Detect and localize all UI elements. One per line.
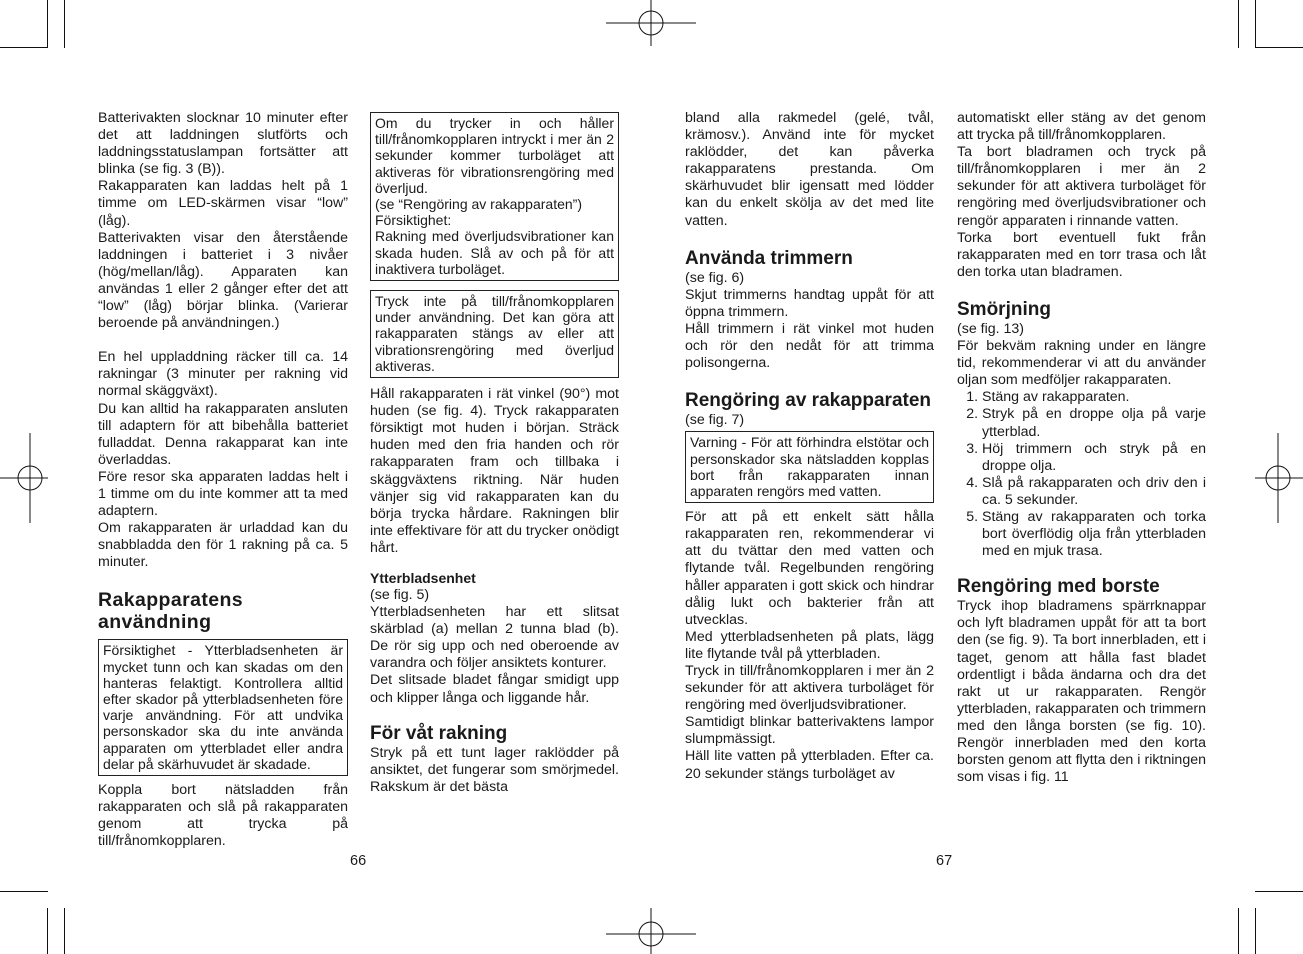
paragraph: Ta bort bladramen och tryck på till/frånomkopplaren i mer än 2 sekunder för att aktivera turboläget för rengöring med överljudsvibrationer och rengör apparaten i rinnande vatten. — [957, 144, 1206, 229]
crop-mark — [64, 908, 65, 954]
list-item: 5. Stäng av rakapparaten och torka bort överflödig olja från ytterbladen med en mjuk trasa. — [982, 509, 1206, 560]
crop-mark — [47, 0, 48, 48]
paragraph: Samtidigt blinkar batterivaktens lampor slumpmässigt. — [685, 714, 934, 748]
paragraph: Batterivakten visar den återstående laddningen i batteriet i 3 nivåer (hög/mellan/låg). Apparaten kan användas 1 eller 2 gånger efter det att “low” (låg) börjar blinka. (Varierar beroende på användningen.) — [98, 229, 348, 332]
paragraph: Tryck in till/frånomkopplaren i mer än 2 sekunder för att aktivera turboläget för rengöring med överljudsvibrationer. — [685, 662, 934, 714]
paragraph: Håll trimmern i rät vinkel mot huden och rör den nedåt för att trimma polisongerna. — [685, 320, 934, 372]
list-item: 3. Höj trimmern och stryk på en droppe olja. — [982, 441, 1206, 475]
paragraph: Med ytterbladsenheten på plats, lägg lite flytande tvål på ytterbladen. — [685, 628, 934, 662]
crop-mark — [1255, 908, 1256, 954]
paragraph: Skjut trimmerns handtag uppåt för att öppna trimmern. — [685, 286, 934, 320]
list-item: 1. Stäng av rakapparaten. — [982, 389, 1206, 406]
subheading: Ytterbladsenhet — [370, 569, 476, 586]
section-heading: Rengöring med borste — [957, 576, 1160, 598]
list-item: 2. Stryk på en droppe olja på varje ytterblad. — [982, 406, 1206, 440]
box-text: Om du trycker in och håller till/frånomkopplaren intryckt i mer än 2 sekunder kommer turboläget att aktiveras för vibrationsrengöring med överljud. — [375, 115, 614, 196]
paragraph: Det slitsade bladet fångar smidigt upp och klipper långa och liggande hår. — [370, 672, 619, 706]
caution-box: Försiktighet - Ytterbladsenheten är mycket tunn och kan skadas om den hanteras felaktigt. Kontrollera alltid efter skador på ytterbladsenheten före varje användning. För att undvika personskador ska du inte använda apparaten om ytterbladet eller andra delar på skärhuvudet är skadade. — [98, 639, 348, 776]
registration-mark-icon — [606, 0, 696, 48]
numbered-list — [957, 389, 1206, 560]
info-box — [370, 112, 619, 281]
paragraph: Du kan alltid ha rakapparaten ansluten till adaptern för att bibehålla batteriet fulladdat. Denna rakapparat kan inte överladdas. — [98, 400, 348, 468]
column-4 — [957, 110, 1206, 786]
paragraph: Tryck ihop bladramens spärrknappar och lyft bladramen uppåt för att ta bort den (se fig. 9). Ta bort innerbladen, ett i taget, genom att hålla fast bladet ordentligt i båda ändarna och dra det rakt ut ur rakapparaten. Rengör ytterbladen, rakapparaten och trimmern med den långa borsten (se fig. 10). Rengör innerbladen med den korta borsten genom att flytta den i riktningen som visas i fig. 11 — [957, 598, 1206, 786]
paragraph: För att på ett enkelt sätt hålla rakapparaten ren, rekommenderar vi att du tvättar den med vatten och flytande tvål. Regelbunden rengöring håller apparaten i gott skick och hindrar dålig lukt och bakterier från att utvecklas. — [685, 509, 934, 628]
box-reference: (se “Rengöring av rakapparaten”) — [375, 196, 582, 213]
registration-mark-icon — [1255, 433, 1303, 523]
crop-mark — [1238, 0, 1239, 48]
caution-label: Försiktighet: — [375, 212, 452, 229]
paragraph: Batterivakten slocknar 10 minuter efter det att laddningen slutförts och laddningsstatuslampan fortsätter att blinka (se fig. 3 (B)). — [98, 110, 348, 178]
list-item: 4. Slå på rakapparaten och driv den i ca. 5 sekunder. — [982, 475, 1206, 509]
section-heading: För våt rakning — [370, 722, 508, 744]
paragraph: Torka bort eventuell fukt från rakapparaten med en torr trasa och låt den torka utan bladramen. — [957, 229, 1206, 280]
crop-mark — [0, 47, 48, 48]
crop-mark — [1255, 0, 1256, 48]
paragraph: För bekväm rakning under en längre tid, rekommenderar vi att du använder oljan som medföljer rakapparaten. — [957, 338, 1206, 389]
box-text: Rakning med överljudsvibrationer kan skada huden. Slå av och på för att inaktivera turboläget. — [375, 228, 614, 277]
section-heading: Rengöring av rakapparaten — [685, 390, 932, 412]
paragraph: bland alla rakmedel (gelé, tvål, krämosv.). Använd inte för mycket raklödder, det kan påverka rakapparatens prestanda. Om skärhuvudet blir igensatt med lödder kan du enkelt skölja av det med lite vatten. — [685, 110, 934, 229]
column-1 — [98, 110, 348, 850]
figure-reference: (se fig. 5) — [370, 586, 430, 603]
registration-mark-icon — [0, 433, 48, 523]
registration-mark-icon — [606, 908, 696, 954]
paragraph: Om rakapparaten är urladdad kan du snabbladda den för 1 rakning på ca. 5 minuter. — [98, 520, 348, 571]
page-number: 67 — [936, 853, 953, 869]
paragraph: Rakapparaten kan laddas helt på 1 timme om LED-skärmen visar “low” (låg). — [98, 178, 348, 229]
warning-box: Tryck inte på till/frånomkopplaren under användning. Det kan göra att rakapparaten stängs av eller att vibrationsrengöring med överljud aktiveras. — [370, 290, 619, 378]
paragraph: Ytterbladsenheten har ett slitsat skärblad (a) mellan 2 tunna blad (b). De rör sig upp och ned oberoende av varandra och följer ansiktets konturer. — [370, 604, 619, 672]
column-3 — [685, 110, 934, 783]
paragraph: Före resor ska apparaten laddas helt i 1 timme om du inte kommer att ta med adaptern. — [98, 468, 348, 520]
crop-mark — [1238, 908, 1239, 954]
figure-reference: (se fig. 13) — [957, 320, 1025, 337]
warning-box: Varning - För att förhindra elstötar och personskador ska nätsladden kopplas bort från rakapparaten innan apparaten rengörs med vatten. — [685, 431, 934, 503]
paragraph: Stryk på ett tunt lager raklödder på ansiktet, det fungerar som smörjmedel. Rakskum är det bästa — [370, 744, 619, 795]
column-2 — [370, 112, 619, 796]
paragraph: Koppla bort nätsladden från rakapparaten och slå på rakapparaten genom att trycka på till/frånomkopplaren. — [98, 782, 348, 850]
paragraph: Håll rakapparaten i rät vinkel (90°) mot huden (se fig. 4). Tryck rakapparaten försiktigt mot huden i början. Sträck huden med den fria handen och rör rakapparaten fram och tillbaka i skäggväxtens riktning. När huden vänjer sig vid rakapparaten kan du börja trycka hårdare. Rakningen blir inte effektivare för att du trycker onödigt hårt. — [370, 386, 619, 556]
crop-mark — [0, 891, 48, 892]
figure-reference: (se fig. 7) — [685, 412, 745, 429]
crop-mark — [1255, 47, 1303, 48]
page-number: 66 — [350, 853, 367, 869]
figure-reference: (se fig. 6) — [685, 269, 745, 286]
crop-mark — [47, 908, 48, 954]
section-heading: Rakapparatens användning — [98, 589, 244, 634]
section-heading: Använda trimmern — [685, 247, 853, 269]
section-heading: Smörjning — [957, 298, 1051, 320]
paragraph: Häll lite vatten på ytterbladen. Efter ca. 20 sekunder stängs turboläget av — [685, 748, 934, 782]
crop-mark — [1255, 891, 1303, 892]
crop-mark — [64, 0, 65, 48]
paragraph: automatiskt eller stäng av det genom att trycka på till/frånomkopplaren. — [957, 110, 1206, 144]
paragraph: En hel uppladdning räcker till ca. 14 rakningar (3 minuter per rakning vid normal skäggväxt). — [98, 349, 348, 400]
